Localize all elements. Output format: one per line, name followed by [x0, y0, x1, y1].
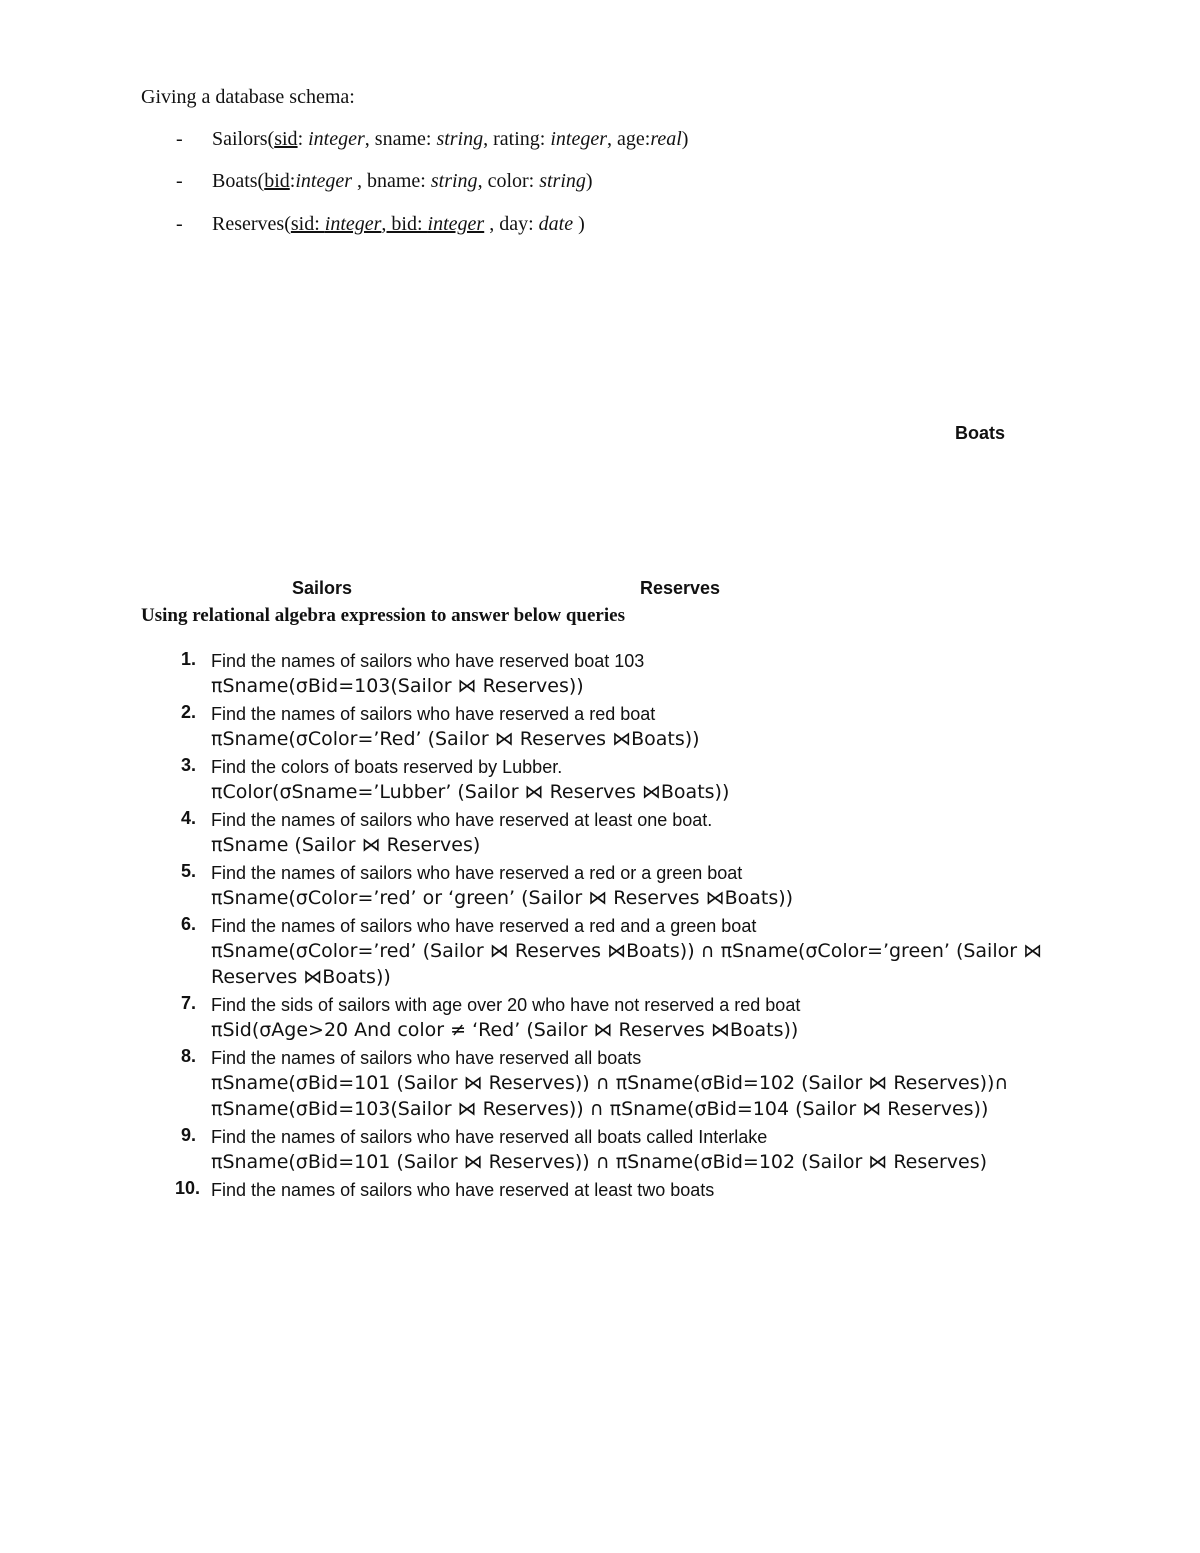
schema-part: , rating: [483, 128, 551, 150]
key-attribute: sid: [290, 213, 325, 235]
query-item [171, 702, 1071, 752]
schema-boats [176, 170, 593, 193]
query-number: 8. [180, 1046, 196, 1066]
query-item [171, 861, 1071, 911]
attr-type: string [436, 128, 484, 150]
query-item [171, 914, 1071, 990]
query-number: 9. [180, 1125, 196, 1145]
query-number: 7. [180, 993, 196, 1013]
query-expression: πSname(σBid=101 (Sailor ⋈ Reserves)) ∩ πSname(σBid=102 (Sailor ⋈ Reserves) [211, 1151, 988, 1173]
schema-reserves [176, 213, 585, 236]
query-number: 10. [174, 1178, 200, 1198]
schema-part: , age: [607, 128, 651, 150]
query-item [171, 808, 1071, 858]
attr-type: integer [550, 128, 607, 150]
attr-type: real [650, 128, 682, 150]
attr-type: integer [308, 128, 365, 150]
queries-heading: Using relational algebra expression to answer below queries [141, 605, 625, 626]
query-number: 3. [180, 755, 196, 775]
schema-part: , bname: [352, 170, 431, 192]
query-number: 4. [180, 808, 196, 828]
query-text: Find the names of sailors who have reserved a red boat [211, 704, 656, 724]
relation-name: Boats( [212, 170, 265, 192]
query-text: Find the names of sailors who have reserved all boats called Interlake [211, 1127, 768, 1147]
relation-name: Sailors( [212, 128, 275, 150]
bullet-dash: - [176, 213, 183, 235]
query-number: 1. [180, 649, 196, 669]
query-text: Find the sids of sailors with age over 20 who have not reserved a red boat [211, 995, 801, 1015]
query-item [171, 1125, 1071, 1175]
query-expression: πSname(σBid=103(Sailor ⋈ Reserves)) [211, 675, 584, 697]
attr-type: string [430, 170, 478, 192]
query-text: Find the colors of boats reserved by Lubber. [211, 757, 563, 777]
key-attribute: bid [264, 170, 290, 192]
query-item [171, 755, 1071, 805]
query-expression: πSname(σBid=101 (Sailor ⋈ Reserves)) ∩ πSname(σBid=102 (Sailor ⋈ Reserves))∩ πSname(σBid=103(Sailor ⋈ Reserves)) ∩ πSname(σBid=104 (Sailor ⋈ Reserves)) [211, 1072, 1009, 1120]
table-label-boats: Boats [955, 423, 1006, 443]
query-item [171, 1046, 1071, 1122]
key-attribute: sid [274, 128, 298, 150]
query-text: Find the names of sailors who have reserved boat 103 [211, 651, 645, 671]
schema-part: , day: [484, 213, 539, 235]
query-text: Find the names of sailors who have reserved at least one boat. [211, 810, 713, 830]
query-item [171, 1178, 1071, 1202]
attr-type: string [539, 170, 586, 192]
bullet-dash: - [176, 128, 183, 150]
attr-type: integer [427, 213, 485, 235]
query-item [171, 993, 1071, 1043]
schema-part: , color: [477, 170, 540, 192]
query-expression: πSname (Sailor ⋈ Reserves) [211, 834, 481, 856]
relation-name: Reserves( [212, 213, 291, 235]
schema-part: : [289, 170, 296, 192]
schema-part: ) [573, 213, 585, 235]
schema-part: : [297, 128, 309, 150]
attr-type: date [538, 213, 574, 235]
schema-sailors [176, 128, 688, 151]
intro-text: Giving a database schema: [141, 86, 355, 108]
schema-part: ) [681, 128, 689, 150]
query-number: 6. [180, 914, 196, 934]
query-text: Find the names of sailors who have reserved a red and a green boat [211, 916, 757, 936]
query-expression: πSname(σColor=’Red’ (Sailor ⋈ Reserves ⋈Boats)) [211, 728, 700, 750]
query-text: Find the names of sailors who have reserved a red or a green boat [211, 863, 743, 883]
query-number: 2. [180, 702, 196, 722]
table-label-reserves: Reserves [640, 578, 721, 598]
query-text: Find the names of sailors who have reserved at least two boats [211, 1180, 715, 1200]
query-expression: πColor(σSname=’Lubber’ (Sailor ⋈ Reserves ⋈Boats)) [211, 781, 730, 803]
query-list [171, 649, 1071, 1202]
schema-part: , sname: [364, 128, 437, 150]
schema-part: ) [585, 170, 593, 192]
query-text: Find the names of sailors who have reserved all boats [211, 1048, 642, 1068]
query-item [171, 649, 1071, 699]
query-expression: πSname(σColor=’red’ (Sailor ⋈ Reserves ⋈Boats)) ∩ πSname(σColor=’green’ (Sailor ⋈ Reserves ⋈Boats)) [211, 940, 1043, 988]
attr-type: integer [295, 170, 352, 192]
key-attribute: , bid: [381, 213, 428, 235]
query-expression: πSid(σAge>20 And color ≠ ‘Red’ (Sailor ⋈ Reserves ⋈Boats)) [211, 1019, 799, 1041]
attr-type: integer [324, 213, 382, 235]
table-label-sailors: Sailors [292, 578, 353, 598]
query-expression: πSname(σColor=’red’ or ‘green’ (Sailor ⋈ Reserves ⋈Boats)) [211, 887, 794, 909]
query-number: 5. [180, 861, 196, 881]
bullet-dash: - [176, 170, 183, 192]
